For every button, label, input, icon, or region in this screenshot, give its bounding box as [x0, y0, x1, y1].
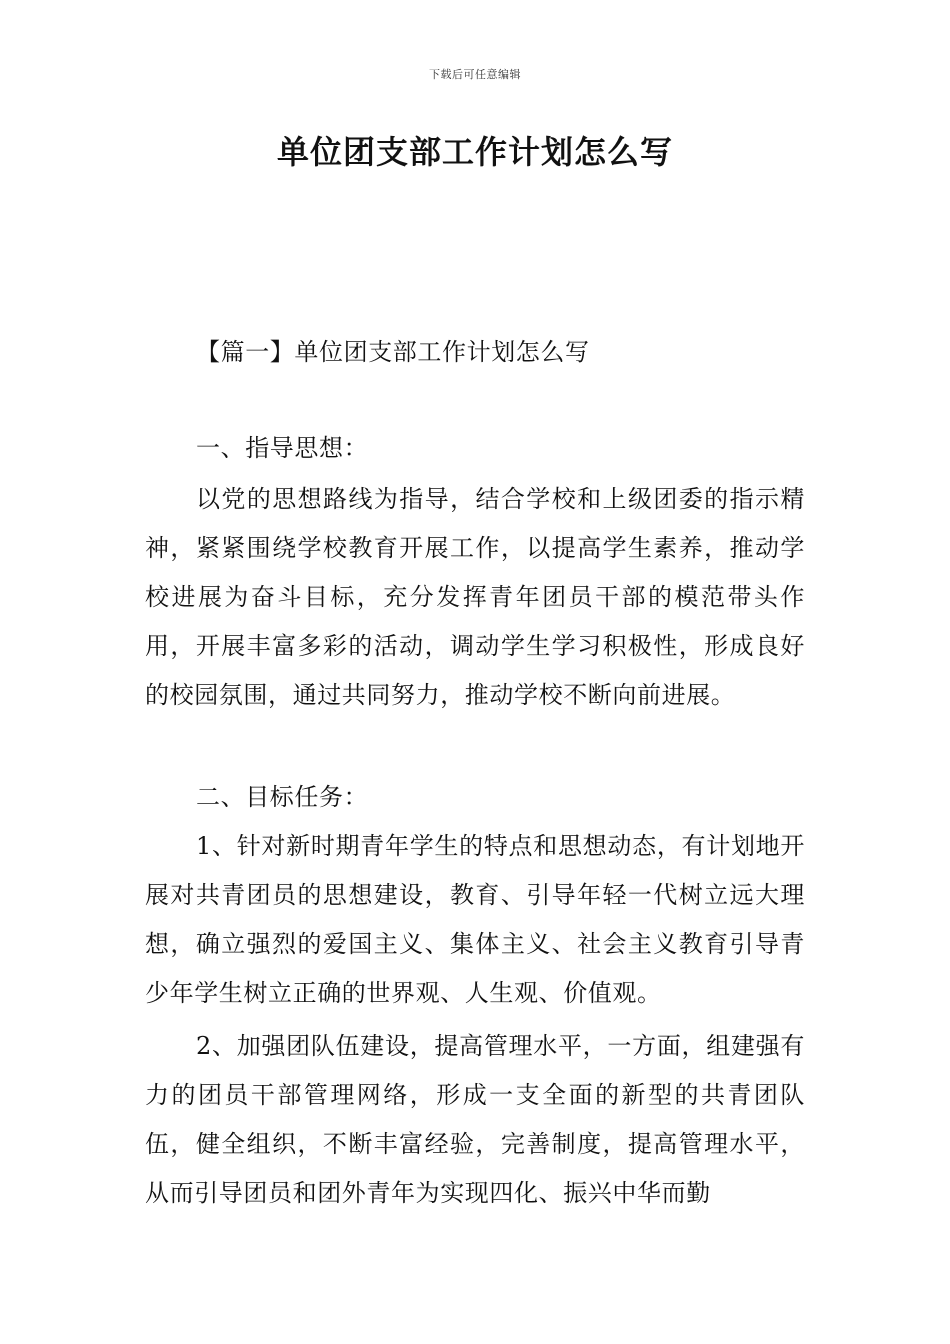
paragraph-task-2: 2、加强团队伍建设，提高管理水平，一方面，组建强有力的团员干部管理网络，形成一支全面的新型的共青团队伍，健全组织，不断丰富经验，完善制度，提高管理水平，从而引导团员和团外青年为实现四化、振兴中华而勤 — [145, 1032, 805, 1207]
header-note: 下载后可任意编辑 — [429, 68, 521, 81]
paragraph-task-1: 1、针对新时期青年学生的特点和思想动态，有计划地开展对共青团员的思想建设，教育、引导年轻一代树立远大理想，确立强烈的爱国主义、集体主义、社会主义教育引导青少年学生树立正确的世界观、人生观、价值观。 — [145, 832, 805, 1007]
section-title: 【篇一】单位团支部工作计划怎么写 — [196, 338, 590, 366]
heading-goals-tasks: 二、目标任务： — [196, 783, 369, 811]
heading-guiding-ideology: 一、指导思想： — [196, 434, 369, 462]
document-title: 单位团支部工作计划怎么写 — [276, 133, 673, 171]
paragraph-guiding-ideology: 以党的思想路线为指导，结合学校和上级团委的指示精神，紧紧围绕学校教育开展工作，以提高学生素养，推动学校进展为奋斗目标，充分发挥青年团员干部的模范带头作用，开展丰富多彩的活动，调动学生学习积极性，形成良好的校园氛围，通过共同努力，推动学校不断向前进展。 — [145, 485, 805, 709]
